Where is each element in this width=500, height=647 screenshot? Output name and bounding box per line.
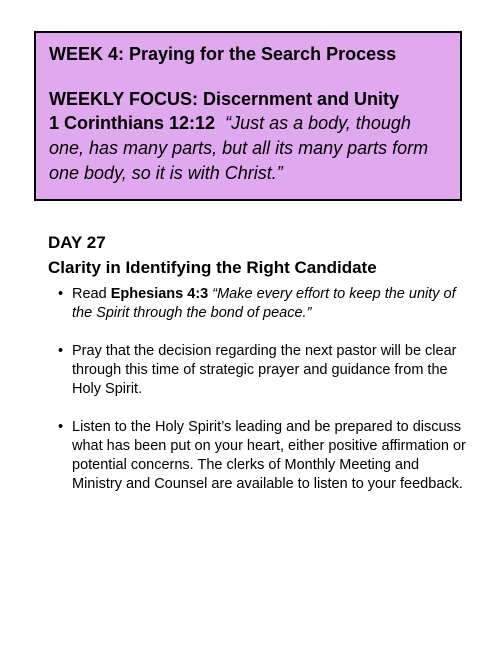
list-item-text: Pray that the decision regarding the next pastor will be clear through this time of strategic prayer and guidance from the Holy Spirit. (72, 343, 457, 397)
scripture-reference: Ephesians 4:3 (110, 286, 209, 302)
scripture-reference: 1 Corinthians 12:12 (49, 113, 216, 133)
weekly-focus-box (34, 31, 462, 201)
bullet-icon: • (58, 286, 64, 302)
bullet-icon: • (58, 419, 64, 435)
week-title: WEEK 4: Praying for the Search Process (49, 44, 397, 64)
list-item-read-scripture (48, 285, 468, 323)
weekly-focus-heading: WEEKLY FOCUS: Discernment and Unity (49, 89, 400, 109)
read-prefix: Read (72, 286, 107, 302)
prayer-list (48, 285, 468, 494)
bullet-icon: • (58, 343, 64, 359)
scripture-quote: “Make every effort to keep the unity of the Spirit through the bond of peace.” (72, 286, 456, 321)
list-item-text: Listen to the Holy Spirit’s leading and be prepared to discuss what has been put on your heart, either positive affirmation or potential concerns. The clerks of Monthly Meeting and Ministry and Counsel are available to listen to your feedback. (72, 419, 466, 492)
day-subtitle: Clarity in Identifying the Right Candidate (48, 258, 377, 277)
list-item-listen (48, 418, 468, 494)
day-section (48, 232, 468, 513)
day-title: DAY 27 (48, 233, 106, 252)
list-item-pray (48, 342, 468, 399)
scripture-quote: “Just as a body, though one, has many parts, but all its many parts form one body, so it is with Christ.” (49, 113, 429, 183)
scripture-passage (49, 111, 446, 186)
